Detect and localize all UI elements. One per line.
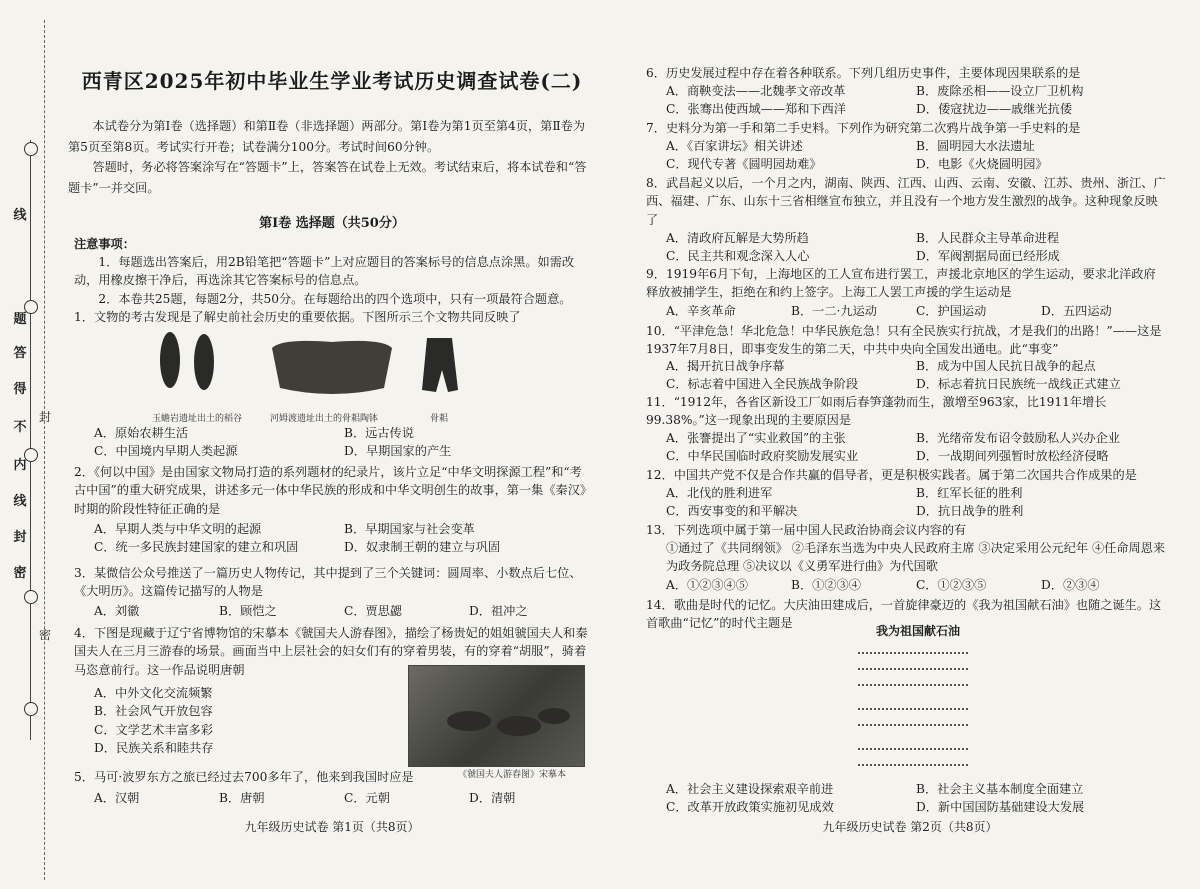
rice-grain-right xyxy=(194,334,214,390)
option[interactable]: B．人民群众主导革命进程 xyxy=(916,231,1060,245)
score-line xyxy=(858,668,968,670)
painting-image xyxy=(408,665,585,767)
option[interactable]: A．辛亥革命 xyxy=(666,304,736,318)
artifact-figure xyxy=(152,330,482,410)
question-stem: 1．文物的考古发现是了解史前社会历史的重要依据。下图所示三个文物共同反映了 xyxy=(74,310,521,324)
question-options xyxy=(94,684,394,758)
question-options xyxy=(94,520,594,557)
horse-shape xyxy=(447,711,491,731)
question-options xyxy=(666,484,1166,521)
binding-margin xyxy=(0,0,52,889)
notice-item: 2．本卷共25题，每题2分，共50分。在每题给出的四个选项中，只有一项最符合题意。 xyxy=(98,292,572,306)
bone-spade xyxy=(422,338,458,392)
question-stem: 8．武昌起义以后，一个月之内，湖南、陕西、江西、山西、云南、安徽、江苏、贵州、浙江、广西、福建、广东、山东十三省相继宣布独立，并且没有一个地方发生激烈的战争。这种现象反映了 xyxy=(646,176,1166,227)
song-score-image xyxy=(858,622,978,782)
binding-char: 密 xyxy=(38,628,51,642)
score-line xyxy=(858,724,968,726)
option[interactable]: D．抗日战争的胜利 xyxy=(916,504,1024,519)
song-title: 我为祖国献石油 xyxy=(875,624,960,638)
rice-grain-left xyxy=(160,332,180,388)
artifact-caption: 玉蟾岩遗址出土的稻谷 xyxy=(152,414,243,424)
question-stem: 5．马可·波罗东方之旅已经过去700多年了，他来到我国时应是 xyxy=(74,770,414,784)
binding-hole-4 xyxy=(24,590,38,604)
option[interactable]: C．元朝 xyxy=(344,791,390,805)
option[interactable]: C．西安事变的和平解决 xyxy=(666,504,798,519)
binding-char: 封 xyxy=(38,410,51,424)
option[interactable]: C．中国境内早期人类起源 xyxy=(94,444,238,459)
option[interactable]: C．统一多民族封建国家的建立和巩固 xyxy=(94,540,299,555)
question-stem: 12．中国共产党不仅是合作共赢的倡导者，更是积极实践者。属于第二次国共合作成果的是 xyxy=(646,468,1137,482)
question-options xyxy=(666,302,1166,320)
option[interactable]: A．①②③④⑤ xyxy=(666,578,748,592)
option[interactable]: D．倭寇扰边——戚继光抗倭 xyxy=(916,102,1073,117)
binding-char: 封 xyxy=(13,530,27,545)
option[interactable]: C．张骞出使西域——郑和下西洋 xyxy=(666,102,846,117)
question-stem: 13．下列选项中属于第一届中国人民政治协商会议内容的有 xyxy=(646,523,967,537)
option[interactable]: C．中华民国临时政府奖励发展实业 xyxy=(666,449,859,464)
question-stem: 6．历史发展过程中存在着各种联系。下列几组历史事件，主要体现因果联系的是 xyxy=(646,66,1081,80)
option[interactable]: A．早期人类与中华文明的起源 xyxy=(94,522,262,536)
question-options xyxy=(94,424,594,461)
painting-figure xyxy=(409,666,584,766)
option[interactable]: C．改革开放政策实施初见成效 xyxy=(666,800,834,815)
question-sub-items: ①通过了《共同纲领》 ②毛泽东当选为中央人民政府主席 ③决定采用公元纪年 ④任命周恩来为政务院总理 ⑤决议以《义勇军进行曲》为代国歌 xyxy=(666,541,1166,574)
binding-solid-line xyxy=(30,140,31,740)
intro-paragraph-2: 答题时，务必将答案涂写在“答题卡”上，答案答在试卷上无效。考试结束后，将本试卷和“答题卡”一并交回。 xyxy=(68,160,587,195)
option[interactable]: C．护国运动 xyxy=(916,304,987,318)
option[interactable]: D．电影《火烧圆明园》 xyxy=(916,157,1048,172)
option[interactable]: B．红军长征的胜利 xyxy=(916,486,1023,500)
option[interactable]: C．贾思勰 xyxy=(344,604,403,618)
option[interactable]: D．②③④ xyxy=(1041,578,1100,592)
binding-char: 线 xyxy=(13,208,27,223)
question-options xyxy=(666,357,1166,394)
artifact-caption: 骨耜 xyxy=(430,414,449,424)
score-line xyxy=(858,652,968,654)
option[interactable]: A．原始农耕生活 xyxy=(94,426,189,440)
question-stem: 7．史料分为第一手和第二手史料。下列作为研究第二次鸦片战争第一手史料的是 xyxy=(646,121,1081,135)
binding-char: 题 xyxy=(13,312,27,327)
option[interactable]: B．社会主义基本制度全面建立 xyxy=(916,782,1084,796)
option[interactable]: D．五四运动 xyxy=(1041,304,1112,318)
question-options xyxy=(666,780,1166,817)
option[interactable]: D．祖冲之 xyxy=(469,604,528,618)
question-stem: 11．“1912年，各省区新设工厂如雨后春笋蓬勃而生，激增至963家，比1911年增长99.38%。”这一现象出现的主要原因是 xyxy=(646,395,1107,428)
binding-char: 答 xyxy=(13,346,27,361)
binding-hole-1 xyxy=(24,142,38,156)
notice-heading: 注意事项： xyxy=(74,237,135,251)
page-footer-right: 九年级历史试卷 第2页（共8页） xyxy=(822,820,998,834)
question-options xyxy=(666,137,1166,174)
option[interactable]: A．揭开抗日战争序幕 xyxy=(666,359,785,373)
binding-char: 线 xyxy=(13,494,27,509)
score-line xyxy=(858,684,968,686)
question-options xyxy=(666,229,1166,266)
binding-char: 得 xyxy=(13,382,27,397)
binding-char: 不 xyxy=(13,420,27,435)
question-options xyxy=(94,789,594,807)
pottery-bowl xyxy=(272,341,392,394)
option[interactable]: A．汉朝 xyxy=(94,791,140,805)
option[interactable]: C．标志着中国进入全民族战争阶段 xyxy=(666,377,859,392)
option[interactable]: D．标志着抗日民族统一战线正式建立 xyxy=(916,377,1121,392)
option[interactable]: C．民主共和观念深入人心 xyxy=(666,249,810,264)
option[interactable]: D．民族关系和睦共存 xyxy=(94,741,214,756)
option[interactable]: B．光绪帝发布诏令鼓励私人兴办企业 xyxy=(916,431,1120,445)
exam-title: 西青区2025年初中毕业生学业考试历史调查试卷(二) xyxy=(81,69,583,93)
question-stem: 14．歌曲是时代的记忆。大庆油田建成后，一首旋律豪迈的《我为祖国献石油》也随之诞生。这首歌曲“记忆”的时代主题是 xyxy=(646,598,1162,631)
option[interactable]: A．社会主义建设探索艰辛前进 xyxy=(666,782,834,796)
intro-paragraph-1: 本试卷分为第Ⅰ卷（选择题）和第Ⅱ卷（非选择题）两部分。第Ⅰ卷为第1页至第4页，第Ⅱ卷为第5页至第8页。考试实行开卷；试卷满分100分。考试时间60分钟。 xyxy=(68,119,586,154)
option[interactable]: B．圆明园大水法遗址 xyxy=(916,139,1035,153)
option[interactable]: B．废除丞相——设立厂卫机构 xyxy=(916,84,1084,98)
page-footer-left: 九年级历史试卷 第1页（共8页） xyxy=(244,820,420,834)
binding-hole-5 xyxy=(24,702,38,716)
binding-dashed-line xyxy=(44,20,45,880)
question-options xyxy=(666,576,1166,594)
option[interactable]: B．唐朝 xyxy=(219,791,265,805)
option[interactable]: A．中外文化交流频繁 xyxy=(94,686,213,700)
binding-char: 密 xyxy=(13,566,27,581)
option[interactable]: B．成为中国人民抗日战争的起点 xyxy=(916,359,1096,373)
option[interactable]: D．一战期间列强暂时放松经济侵略 xyxy=(916,449,1109,464)
option[interactable]: B．远古传说 xyxy=(344,426,414,440)
score-line xyxy=(858,748,968,750)
option[interactable]: A．北伐的胜利进军 xyxy=(666,486,773,500)
option[interactable]: B．早期国家与社会变革 xyxy=(344,522,475,536)
painting-caption: 《虢国夫人游春图》宋摹本 xyxy=(458,770,567,780)
option[interactable]: C．①②③⑤ xyxy=(916,578,987,592)
option[interactable]: A．清政府瓦解是大势所趋 xyxy=(666,231,809,245)
option[interactable]: A．商鞅变法——北魏孝文帝改革 xyxy=(666,84,846,98)
option[interactable]: C．文学艺术丰富多彩 xyxy=(94,722,214,737)
option[interactable]: B．社会风气开放包容 xyxy=(94,704,213,719)
score-line xyxy=(858,708,968,710)
question-stem: 9．1919年6月下旬，上海地区的工人宣布进行罢工，声援北京地区的学生运动，要求北洋政府释放被捕学生，拒绝在和约上签字。上海工人罢工声援的学生运动是 xyxy=(646,267,1156,300)
horse-shape xyxy=(497,716,541,736)
artifact-caption: 河姆渡遗址出土的骨耜陶钵 xyxy=(270,414,379,424)
option[interactable]: B．①②③④ xyxy=(791,578,861,592)
question-stem: 10．“平津危急！华北危急！中华民族危急！只有全民族实行抗战，才是我们的出路！”——这是1937年7月8日，即事变发生的第二天，中共中央向全国发出通电。此“事变” xyxy=(646,324,1162,357)
binding-char: 内 xyxy=(13,458,27,473)
option[interactable]: D．清朝 xyxy=(469,791,516,805)
option[interactable]: D．早期国家的产生 xyxy=(344,444,452,459)
question-stem: 2．《何以中国》是由国家文物局打造的系列题材的纪录片，该片立足“中华文明探源工程”和“考古中国”的重大研究成果，讲述多元一体中华民族的形成和中华文明创生的故事，第一集《秦汉》时期的阶段性特征正确的是 xyxy=(74,465,593,516)
question-options xyxy=(666,429,1166,466)
question-options xyxy=(94,602,594,620)
option[interactable]: B．顾恺之 xyxy=(219,604,277,618)
question-stem: 3．某微信公众号推送了一篇历史人物传记，其中提到了三个关键词：圆周率、小数点后七位、《大明历》。这篇传记描写的人物是 xyxy=(74,566,582,599)
section-heading: 第Ⅰ卷 选择题（共50分） xyxy=(259,216,405,231)
option[interactable]: D．新中国国防基础建设大发展 xyxy=(916,800,1085,815)
score-line xyxy=(858,764,968,766)
artifact-images xyxy=(152,330,482,422)
option[interactable]: D．奴隶制王朝的建立与巩固 xyxy=(344,540,501,555)
option[interactable]: A．张謇提出了“实业救国”的主张 xyxy=(666,431,846,445)
horse-shape xyxy=(538,708,570,724)
option[interactable]: C．现代专著《圆明园劫难》 xyxy=(666,157,822,172)
notice-item: 1．每题选出答案后，用2B铅笔把“答题卡”上对应题目的答案标号的信息点涂黑。如需改动，用橡皮擦干净后，再选涂其它答案标号的信息点。 xyxy=(74,255,575,288)
option[interactable]: D．军阀割据局面已经形成 xyxy=(916,249,1060,264)
option[interactable]: B．一二·九运动 xyxy=(791,304,877,318)
question-stem: 4．下图是现藏于辽宁省博物馆的宋摹本《虢国夫人游春图》，描绘了杨贵妃的姐姐虢国夫人和秦国夫人在三月三游春的场景。画面当中上层社会的妇女们有的穿着男装，有的穿着“胡服”，骑着马恣意前行。这一作品说明唐朝 xyxy=(74,626,588,677)
option[interactable]: A．《百家讲坛》相关讲述 xyxy=(666,139,803,153)
question-options xyxy=(666,82,1166,119)
option[interactable]: A．刘徽 xyxy=(94,604,140,618)
